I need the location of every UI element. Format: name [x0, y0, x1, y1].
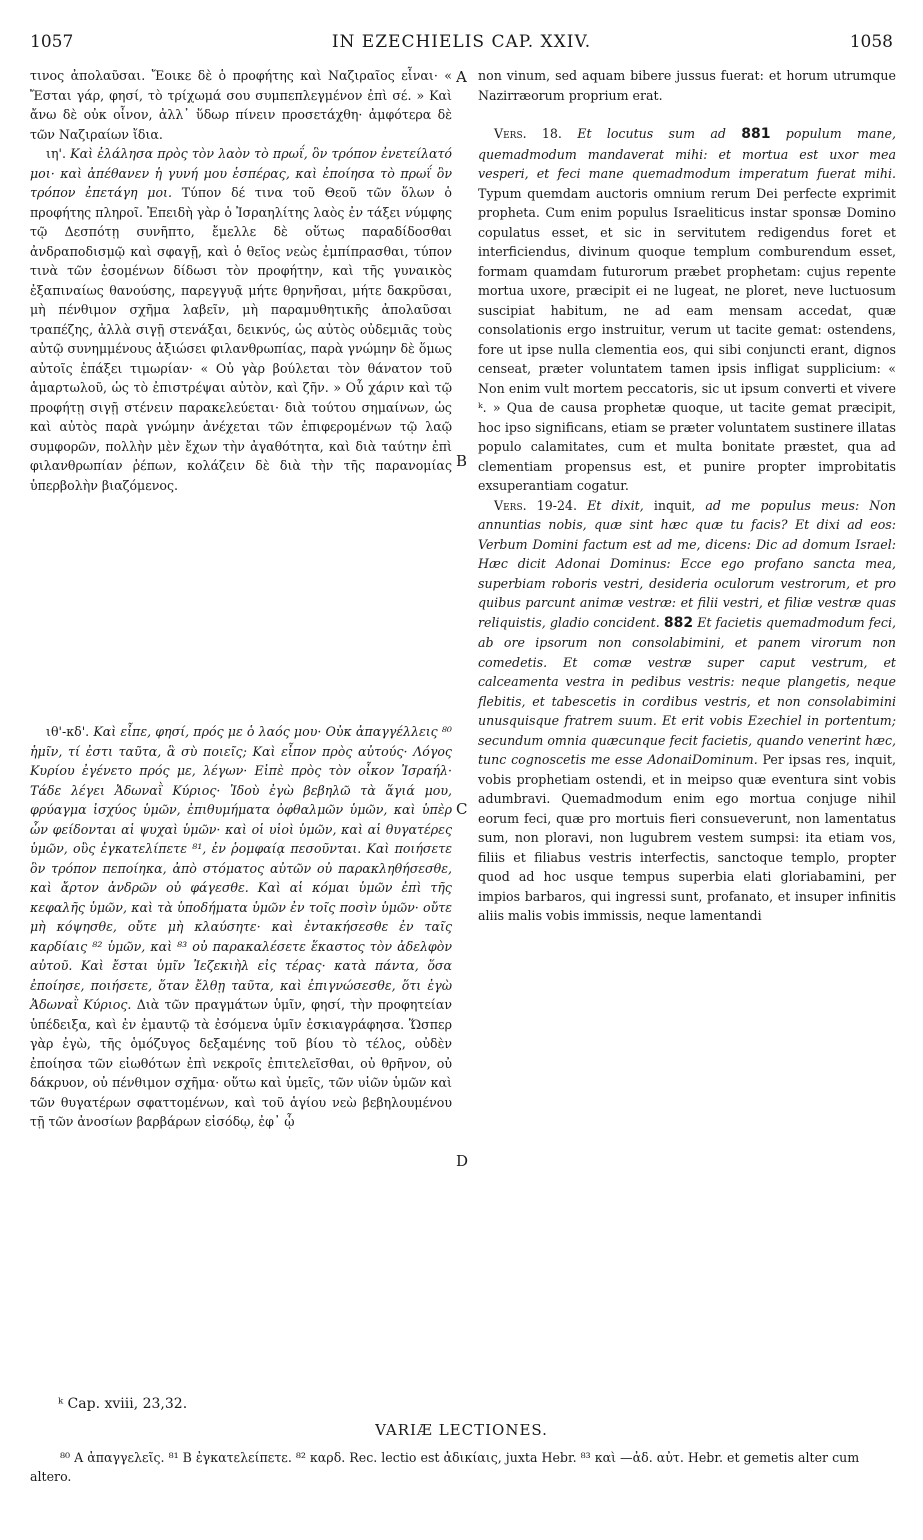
latin-column — [478, 66, 896, 926]
greek-verse-label: ιθ'-κδ'. — [46, 724, 90, 739]
column-number: 882 — [663, 614, 694, 631]
greek-lemma: Καὶ εἶπε, φησί, πρός με ὁ λαός μου· Οὐκ ἀπαγγέλλεις ⁸⁰ ἡμῖν, τί ἐστι ταῦτα, ἃ σὺ ποιεῖς; Καὶ εἶπον πρὸς αὐτούς· Λόγος Κυρίου ἐγένετο πρός με, λέγων· Εἰπὲ πρὸς τὸν οἶκον Ἰσραήλ· Τάδε λέγει Ἀδωναῒ Κύριος· Ἰδοὺ ἐγὼ βεβηλῶ τὰ ἅγιά μου, φρύαγμα ἰσχύος ὑμῶν, ἐπιθυμήματα ὀφθαλμῶν ὑμῶν, καὶ ὑπὲρ ὧν φείδονται αἱ ψυχαὶ ὑμῶν· καὶ οἱ υἱοὶ ὑμῶν, καὶ αἱ θυγατέρες ὑμῶν, οὓς ἐγκατελίπετε ⁸¹, ἐν ῥομφαίᾳ πεσοῦνται. Καὶ ποιήσετε ὃν τρόπον πεποίηκα, ἀπὸ στόματος αὐτῶν οὐ παρακληθήσεσθε, καὶ ἄρτον ἀνδρῶν οὐ φάγεσθε. Καὶ αἱ κόμαι ὑμῶν ἐπὶ τῆς κεφαλῆς ὑμῶν, καὶ τὰ ὑποδήματα ὑμῶν ἐν τοῖς ποσὶν ὑμῶν· οὔτε μὴ κόψησθε, οὔτε μὴ κλαύσητε· καὶ ἐντακήσεσθε ἐν ταῖς καρδίαις ⁸² ὑμῶν, καὶ ⁸³ οὐ παρακαλέσετε ἕκαστος τὸν ἀδελφὸν αὐτοῦ. Καὶ ἔσται ὑμῖν Ἰεζεκιὴλ εἰς τέρας· κατὰ πάντα, ὅσα ἐποίησε, ποιήσετε, ὅταν ἔλθῃ ταῦτα, καὶ ἐπιγνώσεσθε, ὅτι ἐγὼ Ἀδωναῒ Κύριος. — [30, 724, 452, 1012]
footnote: ᵏ Cap. xviii, 23,32. — [58, 1396, 188, 1412]
latin-verse-label: Vers. 19-24. — [494, 497, 578, 513]
greek-lemma: Καὶ ἐλάλησα πρὸς τὸν λαὸν τὸ πρωΐ, ὃν τρόπον ἐνετείλατό μοι· καὶ ἀπέθανεν ἡ γυνή μου ἑσπέρας, καὶ ἐποίησα τὸ πρωΐ ὃν τρόπον ἐπετάγη μοι. — [30, 146, 452, 200]
greek-paragraph-1: τινος ἀπολαῦσαι. Ἔοικε δὲ ὁ προφήτης καὶ Ναζιραῖος εἶναι· « Ἔσται γάρ, φησί, τὸ τρίχωμά σου συμπεπλεγμένον ἐπὶ σέ. » Καὶ ἄνω δὲ οὐκ οἶνον, ἀλλ᾽ ὕδωρ πίνειν προσετάχθη· ἀμφότερα δὲ τῶν Ναζιραίων ἴδια. — [30, 68, 452, 142]
greek-column-lower — [30, 722, 452, 1132]
greek-verse-label: ιη'. — [46, 146, 66, 161]
greek-commentary: Τύπον δέ τινα τοῦ Θεοῦ τῶν ὅλων ὁ προφήτης πληροῖ. Ἐπειδὴ γὰρ ὁ Ἰσραηλίτης λαὸς ἐν τάξει νύμφης τῷ Δεσπότῃ συνῆπτο, ἔμελλε δὲ οὕτως παραδίδοσθαι ἀνδραποδισμῷ καὶ σφαγῇ, καὶ ὁ θεῖος νεὼς ἐμπίπρασθαι, τύπον τινὰ τῶν ἐσομένων δίδωσι τὸν προφήτην, καὶ τῆς γυναικὸς ἐξαπιναίως θανούσης, παρεγγυᾷ μήτε θρηνῆσαι, μήτε δακρῦσαι, μὴ πένθιμον σχῆμα λαβεῖν, μὴ παραμυθητικῆς ἀπολαῦσαι τραπέζης, ἀλλὰ σιγῇ στενάξαι, δεικνύς, ὡς αὐτὸς οὐδεμιᾶς τοὺς αὐτῷ συνημμένους ἀξιώσει φιλανθρωπίας, παρὰ γνώμην δὲ ὅμως αὐτοῖς ἐπάξει τιμωρίαν· « Οὐ γὰρ βούλεται τὸν θάνατον τοῦ ἁμαρτωλοῦ, ὡς τὸ ἐπιστρέψαι αὐτὸν, καὶ ζῆν. » Οὗ χάριν καὶ τῷ προφήτῃ σιγῇ στένειν παρακελεύεται· διὰ τούτου σημαίνων, ὡς καὶ αὐτὸς παρὰ γνώμην ἀνέχεται τῶν ἐπιφερομένων τῷ λαῷ συμφορῶν, πολλὴν μὲν ἔχων τὴν ἀγαθότητα, καὶ διὰ ταύτην ἐπὶ φιλανθρωπίαν ῥέπων, κολάζειν δὲ διὰ τὴν τῆς παρανομίας ὑπερβολὴν βιαζόμενος. — [30, 185, 452, 493]
latin-commentary: Typum quemdam auctoris omnium rerum Dei perfecte exprimit propheta. Cum enim populus Israeliticus instar sponsæ Domino copulatus esset, et sic in servitutem redigendus foret et interficiendus, divinum quoque templum comburendum esset, formam quamdam futurorum præbet prophetam: cujus repente mortua uxore, præcipit ei ne lugeat, ne ploret, neve luctuosum suscipiat habitum, ne ad eam mensam accedat, quæ consolationis ergo instruitur, verum ut tacite gemat: ostendens, fore ut ipse nulla clementia eos, qui sibi conjuncti erant, dignos censeat, præter voluntatem tamen ipsis infligat supplicium: « Non enim vult mortem peccatoris, sic ut ipsum converti et vivere ᵏ. » Qua de causa prophetæ quoque, ut tacite gemat præcipit, hoc ipso significans, etiam se præter voluntatem sustinere illatas populo calamitates, cum et multa bonitate præstet, qua ad clementiam propensus est, et punire propter improbitatis exsuperantiam cogatur. — [478, 185, 896, 493]
latin-lemma: populum mane, quemadmodum mandaverat mihi: et mortua est uxor mea vesperi, et feci mane quemadmodum imperatum fuerat mihi. — [478, 126, 896, 181]
column-number: 881 — [741, 126, 771, 142]
latin-paragraph-3 — [478, 496, 896, 926]
page-number-left: 1057 — [30, 32, 74, 52]
column-marker-c: C — [456, 800, 468, 818]
greek-commentary: Διὰ τῶν πραγμάτων ὑμῖν, φησί, τὴν προφητείαν ὑπέδειξα, καὶ ἐν ἐμαυτῷ τὰ ἐσόμενα ὑμῖν ἐσκιαγράφησα. Ὥσπερ γὰρ ἐγὼ, τῆς ὁμόζυγος δεξαμένης τοῦ βίου τὸ τέλος, οὐδὲν ἐποίησα τῶν εἰωθότων ἐπὶ νεκροῖς ἐπιτελεῖσθαι, οὐ θρῆνον, οὐ δάκρυον, οὐ πένθιμον σχῆμα· οὕτω καὶ ὑμεῖς, τῶν υἱῶν ὑμῶν καὶ τῶν θυγατέρων σφαττομένων, καὶ τοῦ ἁγίου νεὼ βεβηλουμένου τῇ τῶν ἀνοσίων βαρβάρων εἰσόδῳ, ἐφ᾽ ᾧ — [30, 997, 452, 1129]
column-marker-d: D — [456, 1152, 469, 1170]
latin-lemma: Et locutus sum ad — [577, 126, 726, 141]
running-head — [30, 32, 893, 56]
column-marker-b: B — [456, 452, 468, 470]
variant-readings: ⁸⁰ A ἀπαγγελεῖς. ⁸¹ B ἐγκατελείπετε. ⁸² καρδ. Rec. lectio est ἀδικίαις, juxta Hebr. ⁸³ καὶ —ἀδ. αὐτ. Hebr. et gemetis alter cum altero. — [30, 1450, 860, 1484]
running-title: IN EZECHIELIS CAP. XXIV. — [331, 32, 592, 52]
latin-lemma: ad me populus meus: Non annuntias nobis, quæ sint hæc quæ tu facis? Et dixi ad eos: Verbum Domini factum est ad me, dicens: Dic ad domum Israel: Hæc dicit Adonai Dominus: Ecce ego profano sancta mea, superbiam roboris vestri, desideria oculorum vestrorum, et pro quibus parcunt animæ vestræ: et filii vestri, et filiæ vestræ quas reliquistis, gladio concident. — [478, 497, 896, 630]
latin-verse-label: Vers. 18. — [494, 126, 562, 141]
greek-column — [30, 66, 452, 495]
greek-paragraph-2 — [30, 144, 452, 495]
latin-paragraph-1: non vinum, sed aquam bibere jussus fuerat: et horum utrumque Nazirræorum proprium erat. — [478, 68, 896, 103]
variae-lectiones-heading: VARIÆ LECTIONES. — [375, 1421, 548, 1439]
latin-commentary: Per ipsas res, inquit, vobis prophetiam ostendi, et in meipso quæ eventura sint vobis adumbravi. Quemadmodum enim ego mortua conjuge nihil eorum feci, quæ pro mortuis fieri consueverunt, non lamentatus sum, non ploravi, non lugubrem vestem sumpsi: ita etiam vos, filiis et filiabus vestris interfectis, sanctoque templo, propter quod ad hoc usque tempus superbia elati gloriabamini, per impios barbaros, qui ingressi sunt, profanato, et insuper infinitis aliis malis vobis immissis, neque lamentandi — [478, 752, 896, 923]
latin-lemma: Et dixit, — [587, 497, 644, 513]
latin-lemma: Et facietis quemadmodum feci, ab ore ipsorum non consolabimini, et panem virorum non comedetis. Et comæ vestræ super caput vestrum, et calceamenta vestra in pedibus vestris: neque plangetis, neque flebitis, et tabescetis in cordibus vestris, et non consolabimini unusquisque fratrem suum. Et erit vobis Ezechiel in portentum; secundum omnia quæcunque fecit facietis, quando venerint hæc, tunc cognoscetis me esse AdonaiDominum. — [478, 614, 896, 767]
latin-inquit: inquit, — [653, 497, 696, 513]
column-marker-a: A — [456, 68, 467, 86]
greek-paragraph-3 — [30, 722, 452, 1132]
latin-paragraph-2 — [478, 124, 896, 496]
page-number-right: 1058 — [849, 32, 893, 52]
